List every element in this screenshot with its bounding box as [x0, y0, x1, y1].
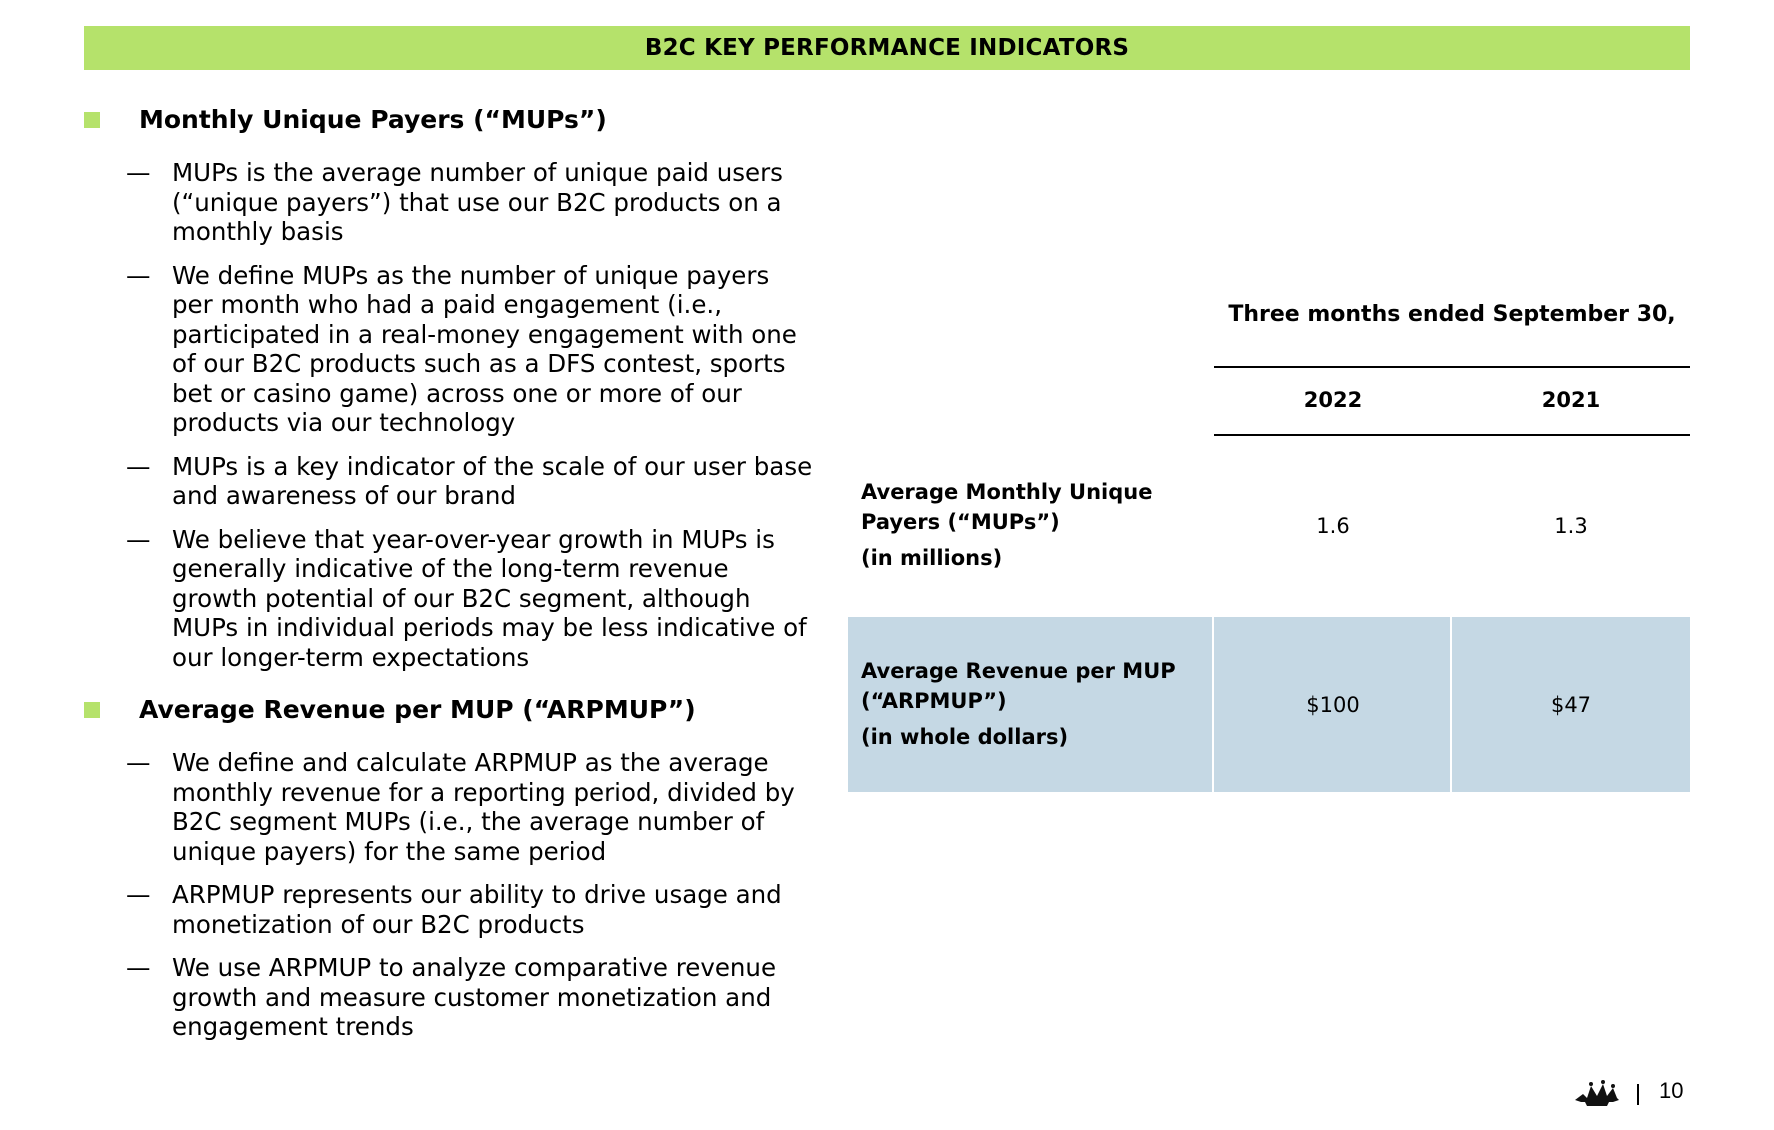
table-cell-mups-2021: 1.3 — [1554, 514, 1588, 538]
table-rule-bottom — [1214, 434, 1690, 436]
table-caption: Three months ended September 30, — [1228, 302, 1676, 327]
arpmup-bullets — [84, 748, 814, 1042]
column-header-2022: 2022 — [1303, 388, 1363, 412]
footer-separator — [1637, 1084, 1639, 1105]
square-bullet-icon — [84, 112, 100, 128]
row-unit: (in millions) — [861, 546, 1003, 570]
list-item: — MUPs is a key indicator of the scale of our user base and awareness of our brand — [126, 451, 813, 510]
kpi-definitions — [84, 100, 814, 1060]
section-heading-mups: Monthly Unique Payers (“MUPs”) — [84, 100, 814, 140]
crown-logo-icon — [1573, 1078, 1621, 1108]
mups-bullets — [84, 158, 814, 672]
list-item: — We define and calculate ARPMUP as the average monthly revenue for a reporting period, divided by B2C segment MUPs (i.e., the average number of unique payers) for the same period — [126, 748, 795, 866]
list-item: — We define MUPs as the number of unique payers per month who had a paid engagement (i.e., participated in a real-money engagement with one of our B2C products such as a DFS contest, sports bet or casino game) across one or more of our products via our technology — [126, 260, 797, 437]
table-cell-arpmup-2021: $47 — [1550, 693, 1592, 717]
square-bullet-icon — [84, 702, 100, 718]
column-header-2021: 2021 — [1541, 388, 1601, 412]
section-heading-arpmup: Average Revenue per MUP (“ARPMUP”) — [84, 690, 814, 730]
page-title-banner — [84, 26, 1690, 70]
row-label-mups: Average Monthly Unique Payers (“MUPs”) (in millions) — [861, 477, 1201, 573]
page-number: 10 — [1659, 1078, 1684, 1103]
table-rule-top — [1214, 366, 1690, 368]
list-item: — MUPs is the average number of unique paid users (“unique payers”) that use our B2C products on a monthly basis — [126, 158, 783, 246]
row-unit: (in whole dollars) — [861, 725, 1069, 749]
page-title: B2C KEY PERFORMANCE INDICATORS — [644, 35, 1130, 61]
list-item: — We use ARPMUP to analyze comparative revenue growth and measure customer monetization and engagement trends — [126, 953, 777, 1041]
row-label-arpmup: Average Revenue per MUP (“ARPMUP”) (in whole dollars) — [861, 656, 1201, 752]
list-item: — We believe that year-over-year growth in MUPs is generally indicative of the long-term revenue growth potential of our B2C segment, although MUPs in individual periods may be less indicative of our longer-term expectations — [126, 524, 807, 672]
list-item: — ARPMUP represents our ability to drive usage and monetization of our B2C products — [126, 880, 782, 939]
table-cell-arpmup-2022: $100 — [1306, 693, 1360, 717]
table-cell-mups-2022: 1.6 — [1316, 514, 1350, 538]
